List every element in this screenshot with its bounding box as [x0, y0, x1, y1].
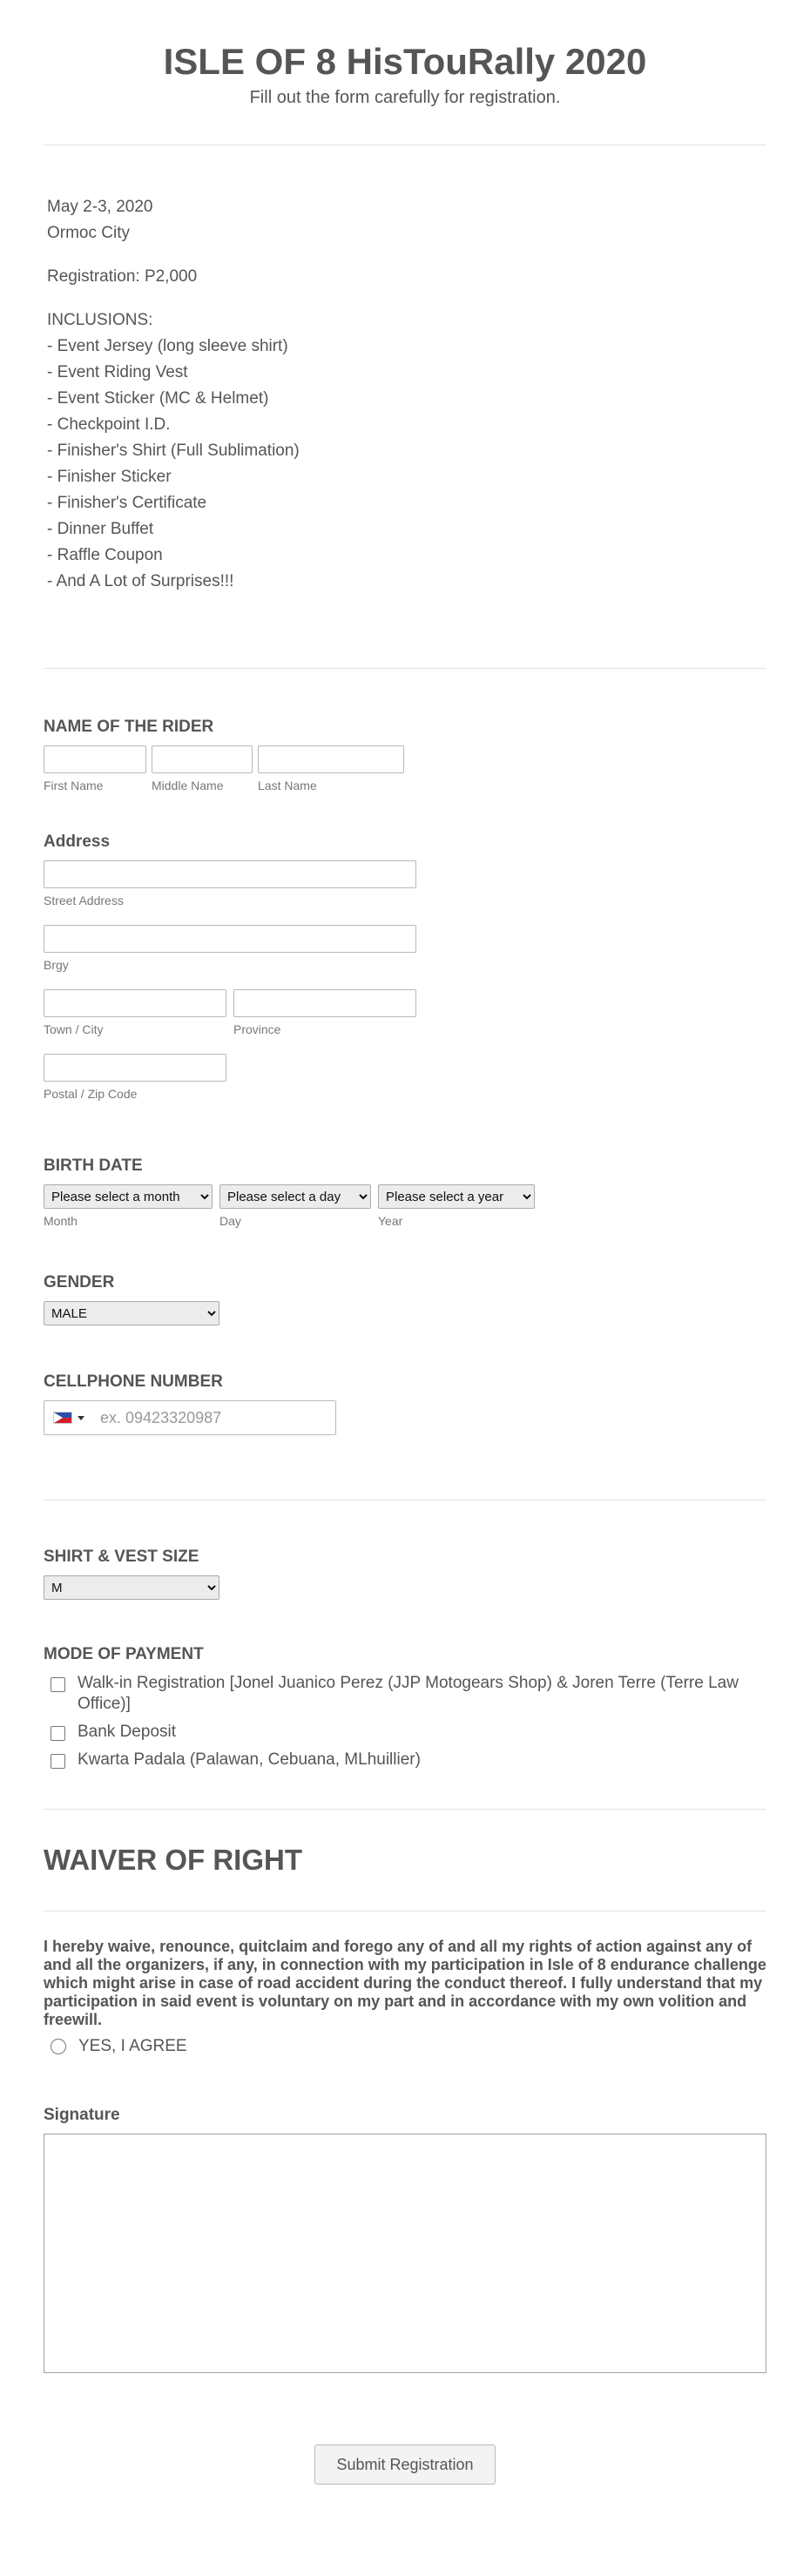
birth-date-label: BIRTH DATE [44, 1157, 143, 1175]
agree-radio[interactable] [51, 2039, 66, 2054]
cellphone-input[interactable] [93, 1402, 335, 1433]
payment-label: MODE OF PAYMENT [44, 1645, 204, 1663]
form-header [44, 0, 766, 110]
shirt-size-select[interactable] [44, 1575, 219, 1600]
rider-name-label: NAME OF THE RIDER [44, 718, 214, 736]
street-address-input[interactable] [44, 860, 416, 888]
checkbox[interactable] [51, 1754, 65, 1769]
street-address-sublabel: Street Address [44, 894, 124, 907]
event-date: May 2-3, 2020 [47, 198, 153, 216]
signature-section [44, 2106, 766, 2373]
submit-registration-button[interactable]: Submit Registration [314, 2445, 496, 2485]
payment-option-label: Kwarta Padala (Palawan, Cebuana, MLhuillier) [78, 1750, 421, 1769]
inclusion-item: - Checkpoint I.D. [47, 415, 171, 434]
town-city-sublabel: Town / City [44, 1022, 104, 1036]
postal-code-sublabel: Postal / Zip Code [44, 1087, 138, 1101]
birth-month-select[interactable] [44, 1184, 213, 1209]
first-name-sublabel: First Name [44, 779, 104, 792]
first-name-input[interactable] [44, 745, 146, 773]
payment-option-walk-in[interactable] [44, 1673, 766, 1715]
postal-code-input[interactable] [44, 1054, 226, 1082]
inclusion-item: - Dinner Buffet [47, 520, 154, 538]
day-sublabel: Day [219, 1214, 241, 1228]
gender-select[interactable] [44, 1301, 219, 1325]
birth-date-section [44, 1157, 766, 1228]
inclusion-item: - Raffle Coupon [47, 546, 163, 564]
page-title: ISLE OF 8 HisTouRally 2020 [163, 41, 647, 82]
address-label: Address [44, 833, 111, 851]
birth-year-select[interactable] [378, 1184, 535, 1209]
shirt-size-section [44, 1548, 766, 1600]
page-subtitle: Fill out the form carefully for registration. [249, 88, 561, 107]
gender-section [44, 1273, 766, 1325]
inclusion-item: - Finisher Sticker [47, 468, 172, 486]
registration-fee: Registration: P2,000 [47, 267, 198, 286]
waiver-text: I hereby waive, renounce, quitclaim and forego any of and all my rights of action against any of and all the organizers, if any, in connection with my participation in Isle of 8 endurance challenge which might arise in case of road accident during the conduct thereof. I fully understand that my participation in said event is voluntary on my part and in accordance with my own volition and freewill. [44, 1938, 766, 2028]
waiver-section [44, 1938, 766, 2057]
cellphone-label: CELLPHONE NUMBER [44, 1372, 223, 1391]
shirt-size-label: SHIRT & VEST SIZE [44, 1548, 199, 1566]
last-name-sublabel: Last Name [258, 779, 317, 792]
payment-option-label: Bank Deposit [78, 1723, 177, 1741]
gender-label: GENDER [44, 1273, 115, 1291]
philippines-flag-icon [53, 1412, 72, 1424]
cellphone-field [44, 1400, 336, 1435]
middle-name-sublabel: Middle Name [152, 779, 224, 792]
birth-day-select[interactable] [219, 1184, 371, 1209]
payment-option-bank-deposit[interactable] [44, 1722, 766, 1743]
agree-option[interactable] [44, 2036, 766, 2057]
country-code-dropdown[interactable] [44, 1401, 93, 1434]
signature-label: Signature [44, 2106, 120, 2124]
middle-name-input[interactable] [152, 745, 253, 773]
inclusion-item: - Event Riding Vest [47, 363, 188, 381]
inclusion-item: - Finisher's Certificate [47, 494, 207, 512]
year-sublabel: Year [378, 1214, 403, 1228]
brgy-input[interactable] [44, 925, 416, 953]
inclusion-item: - Event Sticker (MC & Helmet) [47, 389, 269, 408]
chevron-down-icon [78, 1416, 84, 1420]
payment-section [44, 1645, 766, 1770]
event-city: Ormoc City [47, 224, 130, 242]
inclusions-title: INCLUSIONS: [47, 311, 153, 329]
payment-option-kwarta-padala[interactable] [44, 1750, 766, 1770]
signature-pad[interactable] [44, 2134, 766, 2373]
checkbox[interactable] [51, 1677, 65, 1692]
cellphone-section [44, 1372, 766, 1435]
rider-name-section [44, 718, 766, 792]
address-section [44, 833, 766, 1101]
town-city-input[interactable] [44, 989, 226, 1017]
province-input[interactable] [233, 989, 416, 1017]
last-name-input[interactable] [258, 745, 404, 773]
waiver-title: WAIVER OF RIGHT [44, 1844, 302, 1876]
inclusion-item: - Event Jersey (long sleeve shirt) [47, 337, 288, 355]
inclusion-item: - Finisher's Shirt (Full Sublimation) [47, 442, 300, 460]
agree-label: YES, I AGREE [78, 2037, 187, 2055]
province-sublabel: Province [233, 1022, 281, 1036]
inclusion-item: - And A Lot of Surprises!!! [47, 572, 234, 590]
month-sublabel: Month [44, 1214, 78, 1228]
payment-option-label: Walk-in Registration [Jonel Juanico Perez (JJP Motogears Shop) & Joren Terre (Terre Law Office)] [78, 1674, 739, 1713]
checkbox[interactable] [51, 1726, 65, 1741]
brgy-sublabel: Brgy [44, 958, 69, 972]
event-info [44, 145, 766, 595]
